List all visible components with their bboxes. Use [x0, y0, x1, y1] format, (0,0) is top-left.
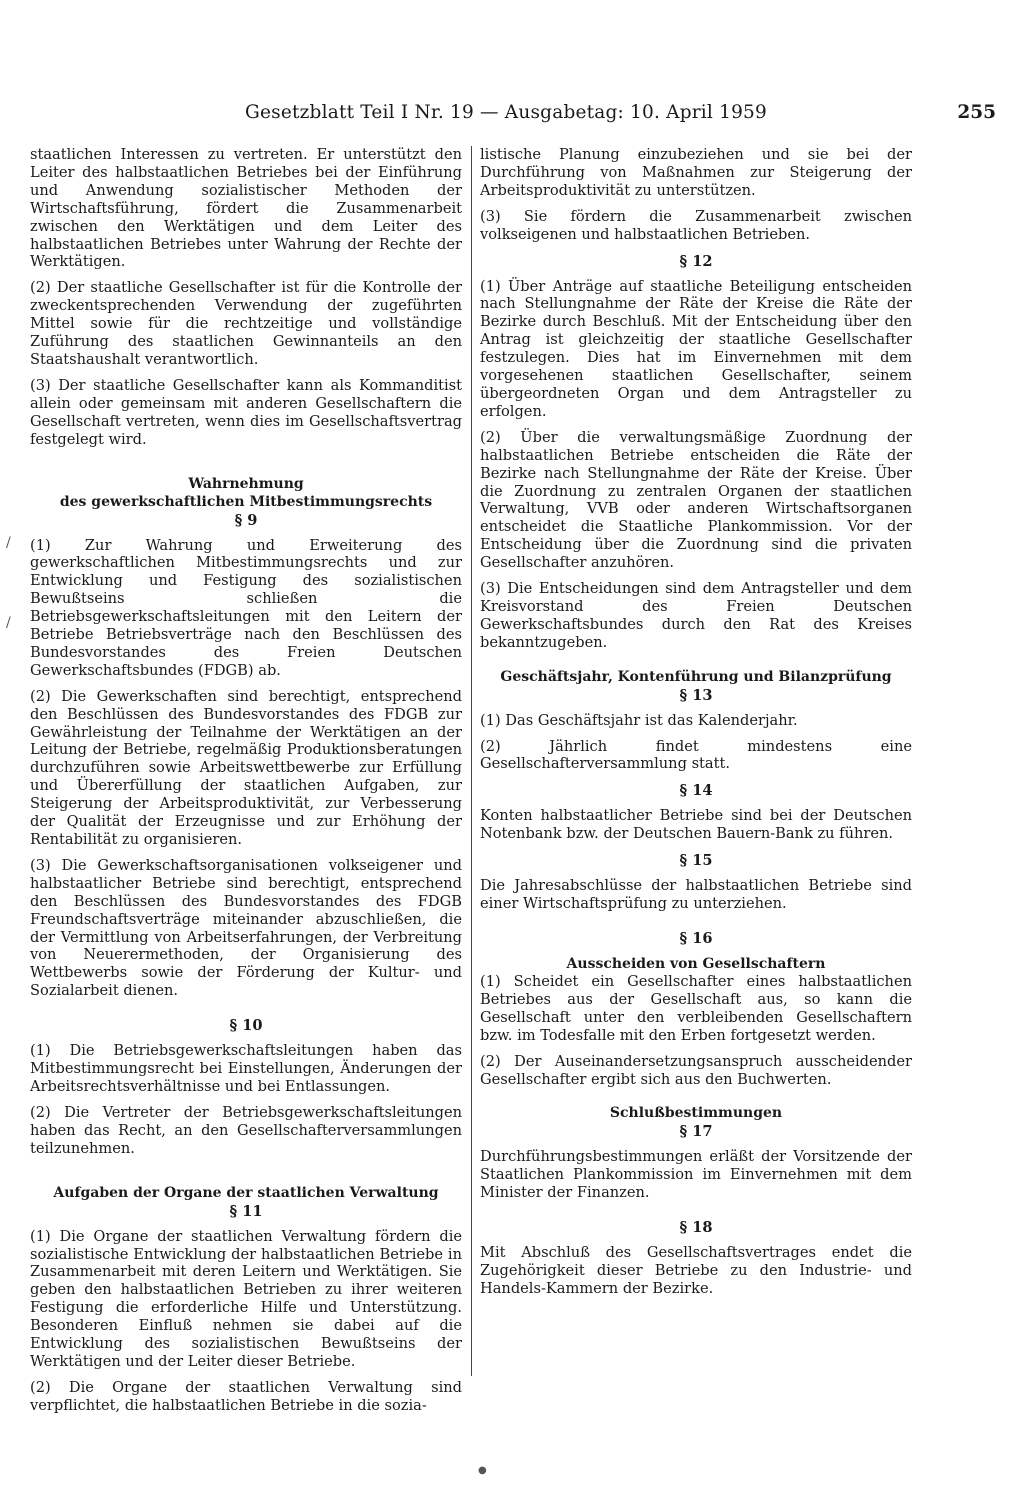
section-heading: Ausscheiden von Gesellschaftern [566, 956, 826, 972]
margin-mark: / [6, 615, 11, 631]
paragraph-number: § 18 [679, 1219, 713, 1237]
page-number: 255 [957, 102, 996, 123]
paragraph: (1) Scheidet ein Gesellschafter eines halbstaatlichen Betriebes aus der Gesellschaft aus, so kann die Gesellschaft unter den verbleibenden Gesellschaftern bzw. im Todesfalle mit den Erben fortgesetzt werden. [480, 973, 912, 1044]
paragraph-number: § 13 [679, 686, 713, 704]
paragraph: Mit Abschluß des Gesellschaftsvertrages endet die Zugehörigkeit dieser Betriebe zu den Industrie- und Handels-Kammern der Bezirke. [480, 1244, 912, 1297]
margin-mark: / [6, 535, 11, 551]
paragraph: (3) Die Gewerkschaftsorganisationen volkseigener und halbstaatlicher Betriebe sind berechtigt, entsprechend den Beschlüssen des Bundesvorstandes des FDGB Freundschaftsverträge miteinander abzuschließen, die der Vermittlung von Arbeitserfahrungen, der Verbreitung von Neuerermethoden, der Organisierung des Wettbewerbs sowie der Förderung der Kultur- und Sozialarbeit dienen. [30, 856, 462, 1000]
paragraph-number: § 9 [234, 511, 258, 529]
section-heading: Aufgaben der Organe der staatlichen Verwaltung [53, 1184, 439, 1201]
paragraph: staatlichen Interessen zu vertreten. Er unterstützt den Leiter des halbstaatlichen Betriebes bei der Einführung und Anwendung sozialistischer Methoden der Wirtschaftsführung, fördert die Zusammenarbeit zwischen den Werktätigen und dem Leiter des halbstaatlichen Betriebes unter Wahrung der Rechte der Werktätigen. [30, 146, 462, 271]
header-title: Gesetzblatt Teil I Nr. 19 — Ausgabetag: 10. April 1959 [245, 102, 767, 123]
paragraph: (2) Jährlich findet mindestens eine Gesellschafterversammlung statt. [480, 737, 912, 773]
left-column [30, 146, 462, 1414]
column-divider [471, 146, 472, 1376]
paragraph-number: § 16 [679, 930, 713, 947]
paragraph: (1) Die Organe der staatlichen Verwaltung fördern die sozialistische Entwicklung der halbstaatlichen Betriebe in Zusammenarbeit mit deren Leitern und Werktätigen. Sie geben den halbstaatlichen Betrieben zu ihrer weiteren Festigung die erforderliche Hilfe und Unterstützung. Besonderen Einfluß nehmen sie dabei auf die Entwicklung des sozialistischen Bewußtseins der Werktätigen und der Leiter dieser Betriebe. [30, 1227, 462, 1370]
ink-dot: ● [478, 1465, 487, 1476]
paragraph: (3) Sie fördern die Zusammenarbeit zwischen volkseigenen und halbstaatlichen Betrieben. [480, 207, 912, 243]
paragraph-number: § 15 [679, 852, 713, 870]
paragraph: (1) Die Betriebsgewerkschaftsleitungen haben das Mitbestimmungsrecht bei Einstellungen, Änderungen der Arbeitsrechtsverhältnisse und bei Entlassungen. [30, 1042, 462, 1095]
right-column [480, 146, 912, 1386]
section-heading: des gewerkschaftlichen Mitbestimmungsrechts [59, 493, 433, 510]
paragraph: (2) Die Organe der staatlichen Verwaltung sind verpflichtet, die halbstaatlichen Betriebe in die sozia- [30, 1378, 462, 1414]
page-header [30, 102, 996, 130]
paragraph: (3) Der staatliche Gesellschafter kann als Kommanditist allein oder gemeinsam mit anderen Gesellschaftern die Gesellschaft vertreten, wenn dies im Gesellschaftsvertrag festgelegt wird. [30, 376, 462, 448]
paragraph: (2) Der Auseinandersetzungsanspruch ausscheidender Gesellschafter ergibt sich aus den Buchwerten. [480, 1052, 912, 1088]
section-heading: Geschäftsjahr, Kontenführung und Bilanzprüfung [500, 668, 892, 685]
paragraph-number: § 10 [229, 1017, 263, 1035]
paragraph: (1) Das Geschäftsjahr ist das Kalenderjahr. [480, 711, 798, 729]
section-heading: Schlußbestimmungen [609, 1105, 783, 1122]
paragraph: (2) Über die verwaltungsmäßige Zuordnung der halbstaatlichen Betriebe entscheiden die Räte der Bezirke nach Stellungnahme der Räte der Kreise. Über die Zuordnung zu zentralen Organen der staatlichen Verwaltung, VVB oder anderen Wirtschaftsorganen entscheidet die Staatliche Plankommission. Vor der Entscheidung über die Zuordnung sind die privaten Gesellschafter anzuhören. [480, 428, 912, 572]
paragraph-number: § 11 [229, 1202, 263, 1220]
paragraph: Konten halbstaatlicher Betriebe sind bei der Deutschen Notenbank bzw. der Deutschen Bauern-Bank zu führen. [480, 807, 912, 843]
paragraph: (1) Über Anträge auf staatliche Beteiligung entscheiden nach Stellungnahme der Räte der Kreise die Räte der Bezirke durch Beschluß. Mit der Entscheidung über den Antrag ist gleichzeitig der staatliche Gesellschafter festzulegen. Dies hat im Einvernehmen mit dem vorgesehenen staatlichen Gesellschafter, seinem übergeordneten Organ und dem Antragsteller zu erfolgen. [480, 277, 912, 420]
paragraph: (2) Der staatliche Gesellschafter ist für die Kontrolle der zweckentsprechenden Verwendung der zugeführten Mittel sowie für die rechtzeitige und vollständige Zuführung des staatlichen Gewinnanteils an den Staatshaushalt verantwortlich. [30, 279, 462, 368]
paragraph: (2) Die Gewerkschaften sind berechtigt, entsprechend den Beschlüssen des Bundesvorstandes des FDGB zur Gewährleistung der Teilnahme der Werktätigen an der Leitung der Betriebe, regelmäßig Produktionsberatungen durchzuführen sowie Arbeitswettbewerbe zur Erfüllung und Übererfüllung der staatlichen Aufgaben, zur Steigerung der Arbeitsproduktivität, zur Verbesserung der Qualität der Erzeugnisse und zur Erhöhung der Rentabilität zu organisieren. [30, 687, 462, 848]
paragraph-number: § 17 [679, 1123, 713, 1141]
paragraph: (2) Die Vertreter der Betriebsgewerkschaftsleitungen haben das Recht, an den Gesellschafterversammlungen teilzunehmen. [30, 1103, 462, 1157]
paragraph: Die Jahresabschlüsse der halbstaatlichen Betriebe sind einer Wirtschaftsprüfung zu unterziehen. [480, 877, 912, 913]
paragraph: (3) Die Entscheidungen sind dem Antragsteller und dem Kreisvorstand des Freien Deutschen Gewerkschaftsbundes durch den Rat des Kreises bekanntzugeben. [480, 580, 912, 651]
paragraph: listische Planung einzubeziehen und sie bei der Durchführung von Maßnahmen zur Steigerung der Arbeitsproduktivität zu unterstützen. [480, 146, 912, 199]
paragraph-number: § 14 [679, 782, 713, 800]
paragraph: Durchführungsbestimmungen erläßt der Vorsitzende der Staatlichen Plankommission im Einvernehmen mit dem Minister der Finanzen. [480, 1148, 912, 1202]
paragraph: (1) Zur Wahrung und Erweiterung des gewerkschaftlichen Mitbestimmungsrechts und zur Entwicklung und Festigung des sozialistischen Bewußtseins schließen die Betriebsgewerkschaftsleitungen mit den Leitern der Betriebe Betriebsverträge nach den Beschlüssen des Bundesvorstandes des Freien Deutschen Gewerkschaftsbundes (FDGB) ab. [30, 536, 462, 679]
section-heading: Wahrnehmung [188, 475, 304, 492]
paragraph-number: § 12 [679, 252, 713, 270]
